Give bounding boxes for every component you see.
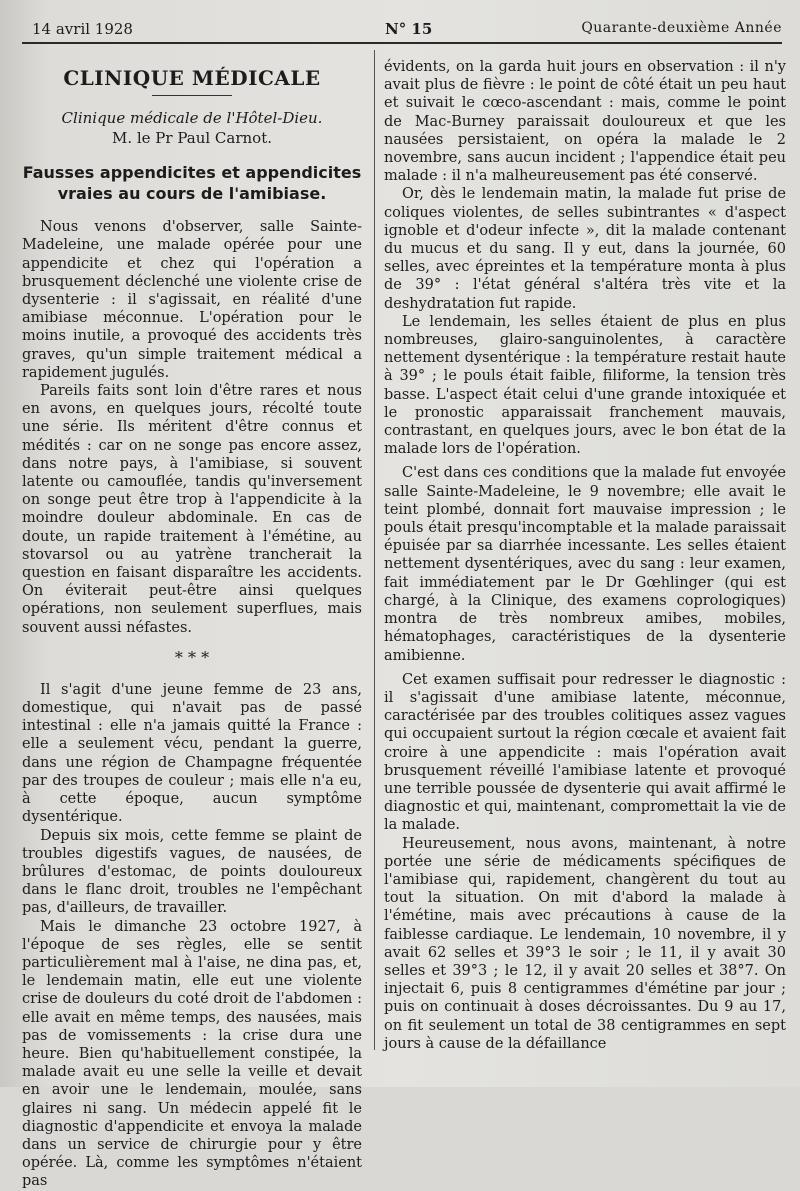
section-title: CLINIQUE MÉDICALE: [63, 66, 321, 90]
paragraph: Pareils faits sont loin d'être rares et nous en avons, en quelques jours, récolté toute une série. Ils méritent d'être connus et médités : car on ne songe pas encore assez, dans notre pays, à l'amibiase, si souvent latente ou camouflée, tandis qu'inversement on songe peut être trop à l'appendicite à la moindre douleur abdominale. En cas de doute, un rapide traitement à l'émétine, au stovarsol ou au yatrène trancherait la question en faisant disparaître les accidents. On éviterait peut-être ainsi quelques opérations, non seulement superflues, mais souvent aussi néfastes.: [22, 383, 362, 636]
left-column: [22, 55, 362, 1191]
paragraph: Depuis six mois, cette femme se plaint de troubles digestifs vagues, de nausées, de brûlures d'estomac, de points douloureux dans le flanc droit, troubles ne l'empêchant pas, d'ailleurs, de travailler.: [22, 827, 362, 917]
header-year: Quarante-deuxième Année: [581, 20, 782, 36]
paragraph: évidents, on la garda huit jours en observation : il n'y avait plus de fièvre : le point de côté était un peu haut et suivait le cœco-ascendant : mais, comme le point de Mac-Burney paraissait douloureux et que les nausées persistaient, on opéra la malade le 2 novembre, sans aucun incident ; l'appendice était peu malade : il n'a malheureusement pas été conservé.: [384, 59, 786, 185]
header-issue-number: N° 15: [385, 20, 433, 38]
paragraph: Nous venons d'observer, salle Sainte-Madeleine, une malade opérée pour une appendicite et chez qui l'opération a brusquement déclenché une violente crise de dysenterie : il s'agissait, en réalité d'une amibiase méconnue. L'opération pour le moins inutile, a provoqué des accidents très graves, qu'un simple traitement médical a rapidement jugulés.: [22, 219, 362, 381]
header-rule: [22, 42, 782, 44]
header-date: 14 avril 1928: [32, 20, 133, 38]
paragraph: Mais le dimanche 23 octobre 1927, à l'époque de ses règles, elle se sentit particulièrement mal à l'aise, ne dina pas, et, le lendemain matin, elle eut une violente crise de douleurs du coté droit de l'abdomen : elle avait en même temps, des nausées, mais pas de vomissements : la crise dura une heure. Bien qu'habituellement constipée, la malade avait eu une selle la veille et devait en avoir une le lendemain, moulée, sans glaires ni sang. Un médecin appelé fit le diagnostic d'appendicite et envoya la malade dans un service de chirurgie pour y être opérée. Là, comme les symptômes n'étaient pas: [22, 918, 362, 1190]
paragraph: C'est dans ces conditions que la malade fut envoyée salle Sainte-Madeleine, le 9 novembre; elle avait le teint plombé, donnait fort mauvaise impression ; le pouls était presqu'incomptable et la malade paraissait épuisée par sa diarrhée incessante. Les selles étaient nettement dysentériques, avec du sang : leur examen, fait immédiatement par le Dr Gœhlinger (qui est chargé, à la Clinique, des examens coprologiques) montra de très nombreux amibes, mobiles, hématophages, caractéristiques de la dysenterie amibienne.: [384, 465, 786, 664]
author: M. le Pr Paul Carnot.: [111, 129, 273, 148]
article-headline: Fausses appendicites et appendicites vraies au cours de l'amibiase.: [22, 163, 362, 204]
paragraph: Or, dès le lendemain matin, la malade fut prise de coliques violentes, de selles subintrantes « d'aspect ignoble et d'odeur infecte », dit la malade contenant du mucus et du sang. Il y eut, dans la journée, 60 selles, avec épreintes et la température monta à plus de 39° : l'état général s'altéra très vite et la deshydratation fut rapide.: [384, 186, 786, 312]
title-rule: [152, 95, 232, 96]
paragraph: Il s'agit d'une jeune femme de 23 ans, domestique, qui n'avait pas de passé intestinal : elle n'a jamais quitté la France : elle a seulement vécu, pendant la guerre, dans une région de Champagne fréquentée par des troupes de couleur ; mais elle n'a eu, à cette époque, aucun symptôme dysentérique.: [22, 681, 362, 826]
paragraph: Le lendemain, les selles étaient de plus en plus nombreuses, glairo-sanguinolentes, à caractère nettement dysentérique : la température restait haute à 39° ; le pouls était faible, filiforme, la tension très basse. L'aspect était celui d'une grande intoxiquée et le pronostic apparaissait franchement mauvais, contrastant, en quelques jours, avec le bon état de la malade lors de l'opération.: [384, 313, 786, 458]
paragraph: Cet examen suffisait pour redresser le diagnostic : il s'agissait d'une amibiase latente, méconnue, caractérisée par des troubles colitiques assez vagues qui occupaient surtout la région cœcale et avaient fait croire à une appendicite : mais l'opération avait brusquement réveillé l'amibiase latente et provoqué une terrible poussée de dysenterie qui avait affirmé le diagnostic et qui, maintenant, compromettait la vie de la malade.: [384, 671, 786, 834]
right-column: [384, 58, 786, 1053]
section-separator: * * *: [174, 647, 210, 667]
lecture-subtitle: Clinique médicale de l'Hôtel-Dieu.: [61, 109, 323, 128]
column-divider: [374, 50, 375, 1050]
paragraph: Heureusement, nous avons, maintenant, à notre portée une série de médicaments spécifiques de l'amibiase qui, rapidement, changèrent du tout au tout la situation. On mit d'abord la malade à l'émétine, mais avec précautions à cause de la faiblesse cardiaque. Le lendemain, 10 novembre, il y avait 62 selles et 39°3 le soir ; le 11, il y avait 30 selles et 39°3 ; le 12, il y avait 20 selles et 38°7. On injectait 6, puis 8 centigrammes d'émétine par jour ; puis on continuait à doses décroissantes. Du 9 au 17, on fit seulement un total de 38 centigrammes en sept jours à cause de la défaillance: [384, 835, 786, 1052]
running-header: [20, 16, 782, 40]
